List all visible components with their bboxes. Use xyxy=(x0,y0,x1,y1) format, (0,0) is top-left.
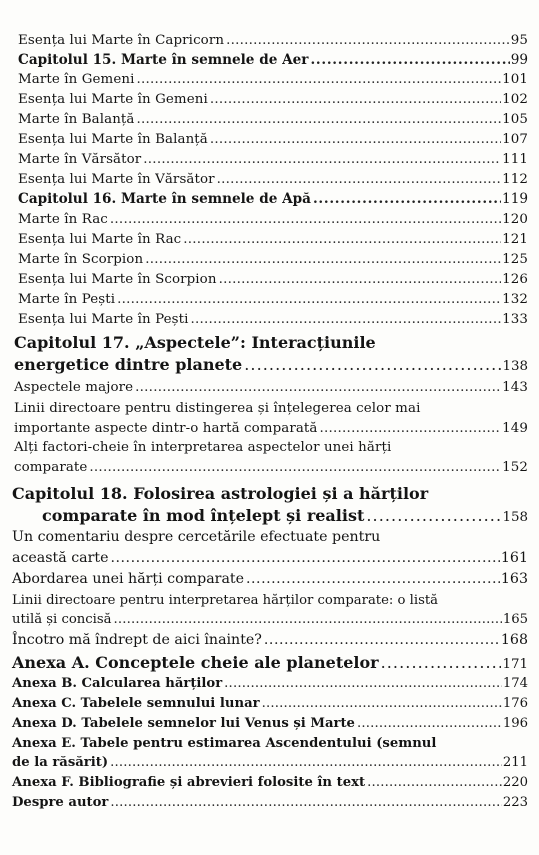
toc-entry[interactable] xyxy=(14,380,528,395)
toc-entry-title: Marte în Gemeni xyxy=(18,72,135,87)
leader-dots xyxy=(190,312,501,327)
toc-entry[interactable] xyxy=(18,132,528,147)
leader-dots xyxy=(357,716,502,731)
toc-entry[interactable] xyxy=(12,632,528,648)
toc-entry[interactable] xyxy=(18,292,528,307)
toc-entry-page: 196 xyxy=(502,716,528,731)
leader-dots xyxy=(217,172,502,187)
leader-dots xyxy=(366,506,501,525)
toc-entry-page: 171 xyxy=(502,657,528,672)
toc-entry-page: 133 xyxy=(502,312,528,327)
toc-entry[interactable] xyxy=(18,252,528,267)
toc-entry-page: 168 xyxy=(500,632,528,648)
leader-dots xyxy=(262,696,502,711)
toc-entry-page: 132 xyxy=(502,292,528,307)
toc-chapter-title: Capitolul 16. Marte în semnele de Apă xyxy=(18,191,311,207)
toc-appendix-title: Anexa F. Bibliografie și abrevieri folosite în text xyxy=(12,775,366,790)
toc-appendix-title-line1[interactable]: Anexa E. Tabele pentru estimarea Ascendentului (semnul xyxy=(12,736,437,751)
toc-chapter[interactable] xyxy=(14,355,528,374)
toc-entry-page: 161 xyxy=(500,550,528,566)
toc-entry[interactable] xyxy=(18,72,528,87)
leader-dots xyxy=(136,72,501,87)
toc-entry-page: 105 xyxy=(502,112,528,127)
leader-dots xyxy=(219,272,502,287)
toc-entry[interactable] xyxy=(12,571,528,587)
toc-entry[interactable] xyxy=(18,92,528,107)
toc-chapter-title-line2: comparate în mod înțelept și realist xyxy=(42,506,365,525)
toc-entry-page: 165 xyxy=(502,612,528,627)
toc-chapter[interactable] xyxy=(18,191,528,207)
toc-entry-title: Marte în Vărsător xyxy=(18,152,142,167)
toc-entry-title: Esența lui Marte în Rac xyxy=(18,232,182,247)
toc-entry-title-line1[interactable]: Un comentariu despre cercetările efectuate pentru xyxy=(12,529,381,545)
toc-appendix-title: Anexa A. Conceptele cheie ale planetelor xyxy=(12,653,379,672)
leader-dots xyxy=(264,632,500,648)
toc-entry-page: 211 xyxy=(502,755,528,770)
toc-entry-page: 163 xyxy=(500,571,528,587)
toc-entry-page: 152 xyxy=(502,460,528,475)
toc-entry-page: 95 xyxy=(510,33,528,48)
toc-entry-title-line2: utilă și concisă xyxy=(12,612,112,627)
toc-appendix-title: Anexa C. Tabelele semnului lunar xyxy=(12,696,260,711)
leader-dots xyxy=(143,152,501,167)
leader-dots xyxy=(226,33,510,48)
toc-entry-title: Marte în Pești xyxy=(18,292,116,307)
toc-entry[interactable] xyxy=(18,172,528,187)
leader-dots xyxy=(210,92,501,107)
toc-entry-title: Esența lui Marte în Capricorn xyxy=(18,33,225,48)
toc-entry-page: 99 xyxy=(510,52,528,68)
toc-chapter-title-line1[interactable]: Capitolul 18. Folosirea astrologiei și a hărților xyxy=(12,484,429,503)
toc-entry-title: Esența lui Marte în Pești xyxy=(18,312,189,327)
leader-dots xyxy=(135,380,501,395)
toc-entry-title-line2: importante aspecte dintr-o hartă comparată xyxy=(14,421,318,436)
toc-entry-page: 111 xyxy=(502,152,528,167)
leader-dots xyxy=(114,612,502,627)
toc-chapter-title-line2: energetice dintre planete xyxy=(14,355,243,374)
toc-entry-page: 138 xyxy=(502,359,528,374)
toc-entry-page: 119 xyxy=(502,191,528,207)
toc-entry-page: 125 xyxy=(502,252,528,267)
toc-entry-title-line1[interactable]: Alți factori-cheie în interpretarea aspectelor unei hărți xyxy=(14,440,392,455)
leader-dots xyxy=(137,112,502,127)
toc-entry-title: Abordarea unei hărți comparate xyxy=(12,571,245,587)
toc-entry-title-line1[interactable]: Linii directoare pentru distingerea și înțelegerea celor mai xyxy=(14,401,421,416)
toc-entry-title: Încotro mă îndrept de aici înainte? xyxy=(12,632,262,648)
toc-about-author[interactable] xyxy=(12,795,528,810)
toc-entry-title-line2: comparate xyxy=(14,460,88,475)
leader-dots xyxy=(111,550,500,566)
toc-entry[interactable] xyxy=(18,152,528,167)
toc-entry[interactable] xyxy=(14,460,528,475)
toc-appendix-title: Anexa B. Calcularea hărților xyxy=(12,676,223,691)
toc-appendix-title: Anexa D. Tabelele semnelor lui Venus și Marte xyxy=(12,716,355,731)
toc-entry[interactable] xyxy=(12,612,528,627)
leader-dots xyxy=(110,755,502,770)
toc-entry-title: Esența lui Marte în Balanță xyxy=(18,132,208,147)
toc-entry[interactable] xyxy=(18,212,528,227)
toc-entry-title: Esența lui Marte în Scorpion xyxy=(18,272,217,287)
toc-chapter-title-line1[interactable]: Capitolul 17. „Aspectele”: Interacțiunile xyxy=(14,333,376,352)
toc-entry-page: 126 xyxy=(502,272,528,287)
toc-entry-page: 112 xyxy=(502,172,528,187)
toc-appendix-title-line2: de la răsărit) xyxy=(12,755,109,770)
toc-entry[interactable] xyxy=(18,272,528,287)
toc-entry-page: 176 xyxy=(502,696,528,711)
leader-dots xyxy=(145,252,501,267)
toc-appendix[interactable] xyxy=(12,716,528,731)
toc-appendix[interactable] xyxy=(12,755,528,770)
toc-entry-page: 158 xyxy=(502,510,528,525)
leader-dots xyxy=(224,676,502,691)
leader-dots xyxy=(117,292,501,307)
toc-appendix[interactable] xyxy=(12,676,528,691)
toc-entry-page: 223 xyxy=(502,795,528,810)
toc-appendix[interactable] xyxy=(12,775,528,790)
toc-entry[interactable] xyxy=(12,550,528,566)
toc-appendix[interactable] xyxy=(12,696,528,711)
toc-entry[interactable] xyxy=(18,112,528,127)
toc-entry-page: 121 xyxy=(502,232,528,247)
toc-chapter[interactable] xyxy=(42,506,528,525)
toc-entry-page: 101 xyxy=(502,72,528,87)
leader-dots xyxy=(319,421,501,436)
leader-dots xyxy=(110,212,501,227)
toc-entry-title-line2: această carte xyxy=(12,550,109,566)
toc-entry-page: 143 xyxy=(502,380,528,395)
leader-dots xyxy=(313,191,501,207)
toc-entry-title: Marte în Rac xyxy=(18,212,108,227)
leader-dots xyxy=(367,775,502,790)
toc-entry-page: 149 xyxy=(502,421,528,436)
toc-chapter[interactable] xyxy=(18,52,528,68)
toc-chapter-title: Capitolul 15. Marte în semnele de Aer xyxy=(18,52,309,68)
toc-entry-page: 174 xyxy=(502,676,528,691)
toc-entry-title: Marte în Scorpion xyxy=(18,252,144,267)
toc-entry-page: 120 xyxy=(502,212,528,227)
leader-dots xyxy=(310,52,509,68)
toc-entry[interactable] xyxy=(18,312,528,327)
toc-entry[interactable] xyxy=(18,232,528,247)
toc-entry-title: Marte în Balanță xyxy=(18,112,135,127)
toc-entry-title: Esența lui Marte în Vărsător xyxy=(18,172,215,187)
leader-dots xyxy=(246,571,500,587)
leader-dots xyxy=(381,653,502,672)
toc-entry-title-line1[interactable]: Linii directoare pentru interpretarea hărților comparate: o listă xyxy=(12,593,439,608)
toc-about-author-title: Despre autor xyxy=(12,795,109,810)
toc-entry[interactable] xyxy=(18,33,528,48)
toc-entry-page: 102 xyxy=(502,92,528,107)
toc-appendix[interactable] xyxy=(12,653,528,672)
leader-dots xyxy=(183,232,501,247)
leader-dots xyxy=(89,460,501,475)
toc-entry-page: 107 xyxy=(502,132,528,147)
leader-dots xyxy=(210,132,501,147)
toc-entry-title: Esența lui Marte în Gemeni xyxy=(18,92,208,107)
toc-entry-page: 220 xyxy=(502,775,528,790)
toc-entry-title: Aspectele majore xyxy=(14,380,134,395)
leader-dots xyxy=(244,355,501,374)
leader-dots xyxy=(110,795,501,810)
toc-entry[interactable] xyxy=(14,421,528,436)
